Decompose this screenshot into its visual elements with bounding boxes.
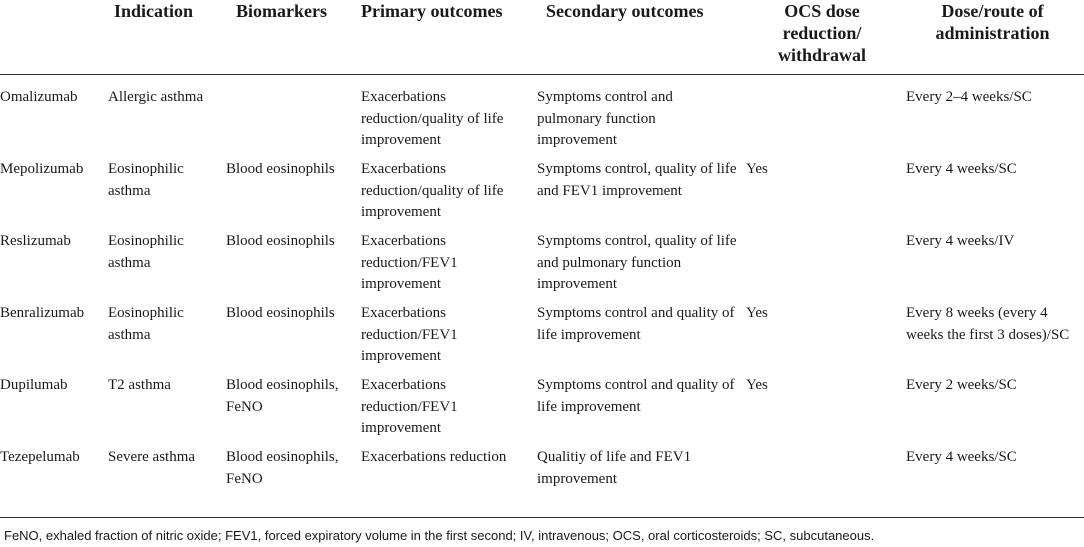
cell-primary: Exacerbations reduction: [361, 449, 507, 465]
header-ocs: OCS dose reduction/ withdrawal: [777, 1, 866, 65]
bottom-rule: [0, 517, 1084, 518]
cell-indication: Severe asthma: [108, 449, 196, 465]
cell-biomarkers: Blood eosinophils: [226, 161, 335, 177]
cell-dose: Every 4 weeks/SC: [906, 449, 1017, 465]
cell-indication: Eosinophilic asthma: [108, 161, 184, 199]
header-biomarkers: Biomarkers: [236, 1, 327, 21]
cell-biomarkers: Blood eosinophils, FeNO: [226, 449, 339, 487]
cell-primary: Exacerbations reduction/FEV1 improvement: [361, 305, 458, 364]
header-primary-outcomes: Primary outcomes: [361, 1, 503, 21]
footnote: FeNO, exhaled fraction of nitric oxide; FEV1, forced expiratory volume in the first second; IV, intravenous; OCS, oral corticosteroids; SC, subcutaneous.: [4, 528, 875, 543]
header-indication: Indication: [114, 1, 194, 21]
cell-secondary: Symptoms control and quality of life improvement: [537, 377, 735, 415]
cell-secondary: Symptoms control and pulmonary function improvement: [537, 89, 673, 148]
cell-secondary: Qualitiy of life and FEV1 improvement: [537, 449, 692, 487]
cell-ocs: Yes: [746, 305, 768, 321]
cell-primary: Exacerbations reduction/FEV1 improvement: [361, 377, 458, 436]
cell-drug: Mepolizumab: [0, 161, 84, 177]
cell-secondary: Symptoms control, quality of life and FEV1 improvement: [537, 161, 737, 199]
cell-indication: Eosinophilic asthma: [108, 305, 184, 343]
cell-ocs: Yes: [746, 161, 768, 177]
cell-drug: Benralizumab: [0, 305, 85, 321]
cell-dose: Every 8 weeks (every 4 weeks the first 3 doses)/SC: [906, 305, 1070, 343]
cell-dose: Every 2 weeks/SC: [906, 377, 1017, 393]
cell-ocs: Yes: [746, 377, 768, 393]
cell-indication: T2 asthma: [108, 377, 171, 393]
cell-primary: Exacerbations reduction/quality of life improvement: [361, 89, 504, 148]
cell-primary: Exacerbations reduction/FEV1 improvement: [361, 233, 458, 292]
cell-dose: Every 4 weeks/SC: [906, 161, 1017, 177]
cell-dose: Every 4 weeks/IV: [906, 233, 1015, 249]
cell-dose: Every 2–4 weeks/SC: [906, 89, 1032, 105]
cell-biomarkers: Blood eosinophils: [226, 233, 335, 249]
header-secondary-outcomes: Secondary outcomes: [546, 1, 704, 21]
cell-secondary: Symptoms control, quality of life and pulmonary function improvement: [537, 233, 737, 292]
header-dose: Dose/route of administration: [935, 1, 1050, 43]
header-rule: [0, 74, 1084, 75]
cell-drug: Dupilumab: [0, 377, 68, 393]
cell-biomarkers: Blood eosinophils, FeNO: [226, 377, 339, 415]
cell-indication: Allergic asthma: [108, 89, 204, 105]
cell-drug: Omalizumab: [0, 89, 78, 105]
cell-biomarkers: Blood eosinophils: [226, 305, 335, 321]
cell-primary: Exacerbations reduction/quality of life improvement: [361, 161, 504, 220]
cell-secondary: Symptoms control and quality of life improvement: [537, 305, 735, 343]
cell-drug: Tezepelumab: [0, 449, 80, 465]
cell-drug: Reslizumab: [0, 233, 71, 249]
cell-indication: Eosinophilic asthma: [108, 233, 184, 271]
